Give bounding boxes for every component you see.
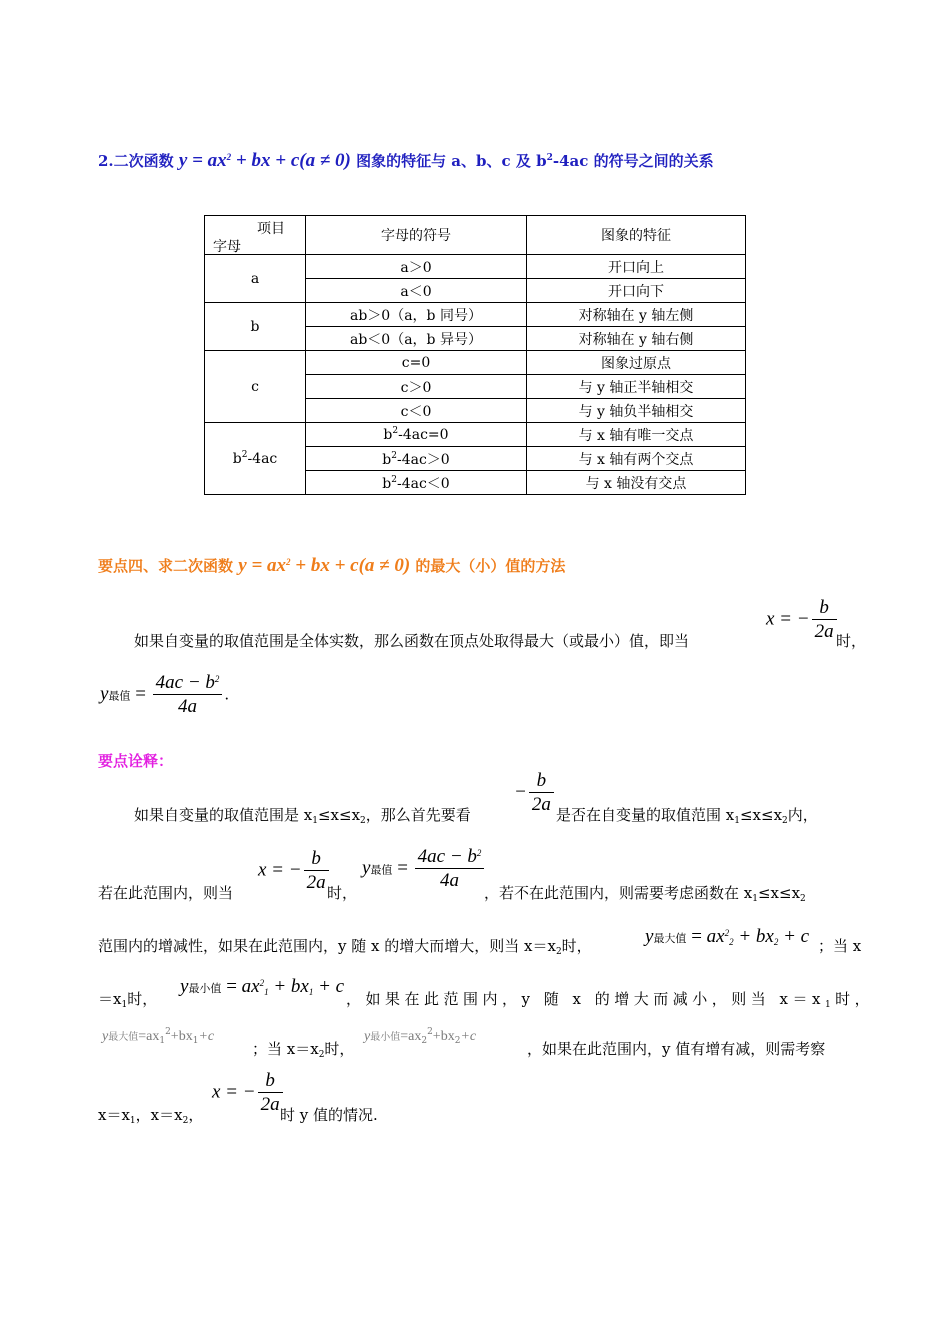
formula-general-quadratic: $y = ax^2$ + bx + c(a ≠ 0) <box>238 555 411 576</box>
paragraph-2-line-6b: 时 y 值的情况. <box>280 1106 378 1124</box>
paragraph-1-time: 时， <box>836 632 867 650</box>
paragraph-2-line-5a: ；当 $x=x_2$时， <box>252 1040 355 1060</box>
table-row <box>205 351 746 375</box>
section-heading-2 <box>98 150 714 172</box>
sign-cell: $b^2-4ac>0$ <box>306 447 527 471</box>
formula-vertex-x-2: x = − $\frac{b}{2a}$ <box>258 848 331 895</box>
feature-cell: 对称轴在 y 轴左侧 <box>527 303 746 327</box>
sign-cell: c＞0 <box>306 375 527 399</box>
paragraph-2-line-3a: 范围内的增减性，如果在此范围内，y 随 x 的增大而增大，则当 $x=x_2$时， <box>98 937 592 957</box>
sign-cell: $b^2-4ac<0$ <box>306 471 527 495</box>
formula-general-quadratic: $y = ax^2$ + bx + c(a ≠ 0) <box>178 150 351 171</box>
formula-vertex-x: x = − $\frac{b}{2a}$ <box>766 597 839 644</box>
paragraph-2-line-4a: $=x_1$时， <box>98 990 158 1010</box>
letter-cell: $b^2-4ac$ <box>205 423 306 495</box>
feature-cell: 与 y 轴正半轴相交 <box>527 375 746 399</box>
feature-cell: 图象过原点 <box>527 351 746 375</box>
paragraph-1-line-1: 如果自变量的取值范围是全体实数，那么函数在顶点处取得最大（或最小）值，即当 <box>134 632 690 650</box>
sign-cell: a＞0 <box>306 255 527 279</box>
letter-cell: c <box>205 351 306 423</box>
table-header-feature: 图象的特征 <box>527 216 746 255</box>
sign-cell: ab＞0（a，b 同号） <box>306 303 527 327</box>
feature-cell: 与 x 轴有唯一交点 <box>527 423 746 447</box>
paragraph-2-line-1b: 是否在自变量的取值范围 $x_1\le x\le x_2$内， <box>556 806 818 826</box>
feature-cell: 开口向上 <box>527 255 746 279</box>
table-row <box>205 255 746 279</box>
heading-prefix: 要点四、求二次函数 <box>98 557 234 575</box>
paragraph-2-line-3b: ；当 x <box>818 937 862 955</box>
formula-y-max: y最大值 = $ax^2_2 + bx_2 + c$ <box>645 926 810 947</box>
feature-cell: 与 x 轴没有交点 <box>527 471 746 495</box>
feature-cell: 与 y 轴负半轴相交 <box>527 399 746 423</box>
paragraph-2-line-5b: ，如果在此范围内，y 值有增有减，则需考察 <box>527 1040 826 1058</box>
sign-cell: c＜0 <box>306 399 527 423</box>
sign-cell: ab＜0（a，b 异号） <box>306 327 527 351</box>
heading-suffix: 图象的特征与 a、b、c 及 $b^2-4ac$ 的符号之间的关系 <box>356 152 714 170</box>
sign-feature-table <box>204 215 746 495</box>
sign-cell: c=0 <box>306 351 527 375</box>
paragraph-2-line-2c: ，若不在此范围内，则需要考虑函数在 $x_1\le x\le x_2$ <box>484 884 806 904</box>
paragraph-2-line-6a: $x=x_1$，$x=x_2$， <box>98 1106 204 1126</box>
letter-cell: a <box>205 255 306 303</box>
formula-y-max-small: y最大值$=ax_1^2+bx_1+c$ <box>102 1027 215 1046</box>
note-title: 要点诠释： <box>98 752 174 770</box>
formula-y-min: y最小值 = $ax^2_1 + bx_1 + c$ <box>180 976 345 997</box>
table-row <box>205 303 746 327</box>
formula-vertex-x-3: x = − $\frac{b}{2a}$ <box>212 1070 285 1117</box>
heading-prefix: 2.二次函数 <box>98 152 174 170</box>
letter-cell: b <box>205 303 306 351</box>
formula-y-extreme: y最值 = $\frac{4ac - b^2}{4a}$ . <box>100 672 230 717</box>
table-header-sign: 字母的符号 <box>306 216 527 255</box>
table-row <box>205 423 746 447</box>
paragraph-2-line-1a: 如果自变量的取值范围是 $x_1\le x\le x_2$，那么首先要看 <box>134 806 471 826</box>
table-header-corner: 项目 字母 <box>205 216 306 255</box>
feature-cell: 与 x 轴有两个交点 <box>527 447 746 471</box>
paragraph-2-line-2b: 时， <box>327 884 358 902</box>
feature-cell: 对称轴在 y 轴右侧 <box>527 327 746 351</box>
formula-neg-b-over-2a: − $\frac{b}{2a}$ <box>514 770 556 817</box>
section-heading-key-point-4 <box>98 555 565 577</box>
paragraph-2-line-4b: ，如果在此范围内，y 随 x 的增大而减小，则当 $x=x_1$时， <box>346 990 875 1010</box>
sign-cell: $b^2-4ac=0$ <box>306 423 527 447</box>
paragraph-2-line-2a: 若在此范围内，则当 <box>98 884 234 902</box>
sign-cell: a＜0 <box>306 279 527 303</box>
feature-cell: 开口向下 <box>527 279 746 303</box>
formula-y-min-small: y最小值$=ax_2^2+bx_2+c$ <box>364 1027 477 1046</box>
formula-y-extreme-2: y最值 = $\frac{4ac - b^2}{4a}$ <box>362 846 486 893</box>
heading-suffix: 的最大（小）值的方法 <box>415 557 566 575</box>
